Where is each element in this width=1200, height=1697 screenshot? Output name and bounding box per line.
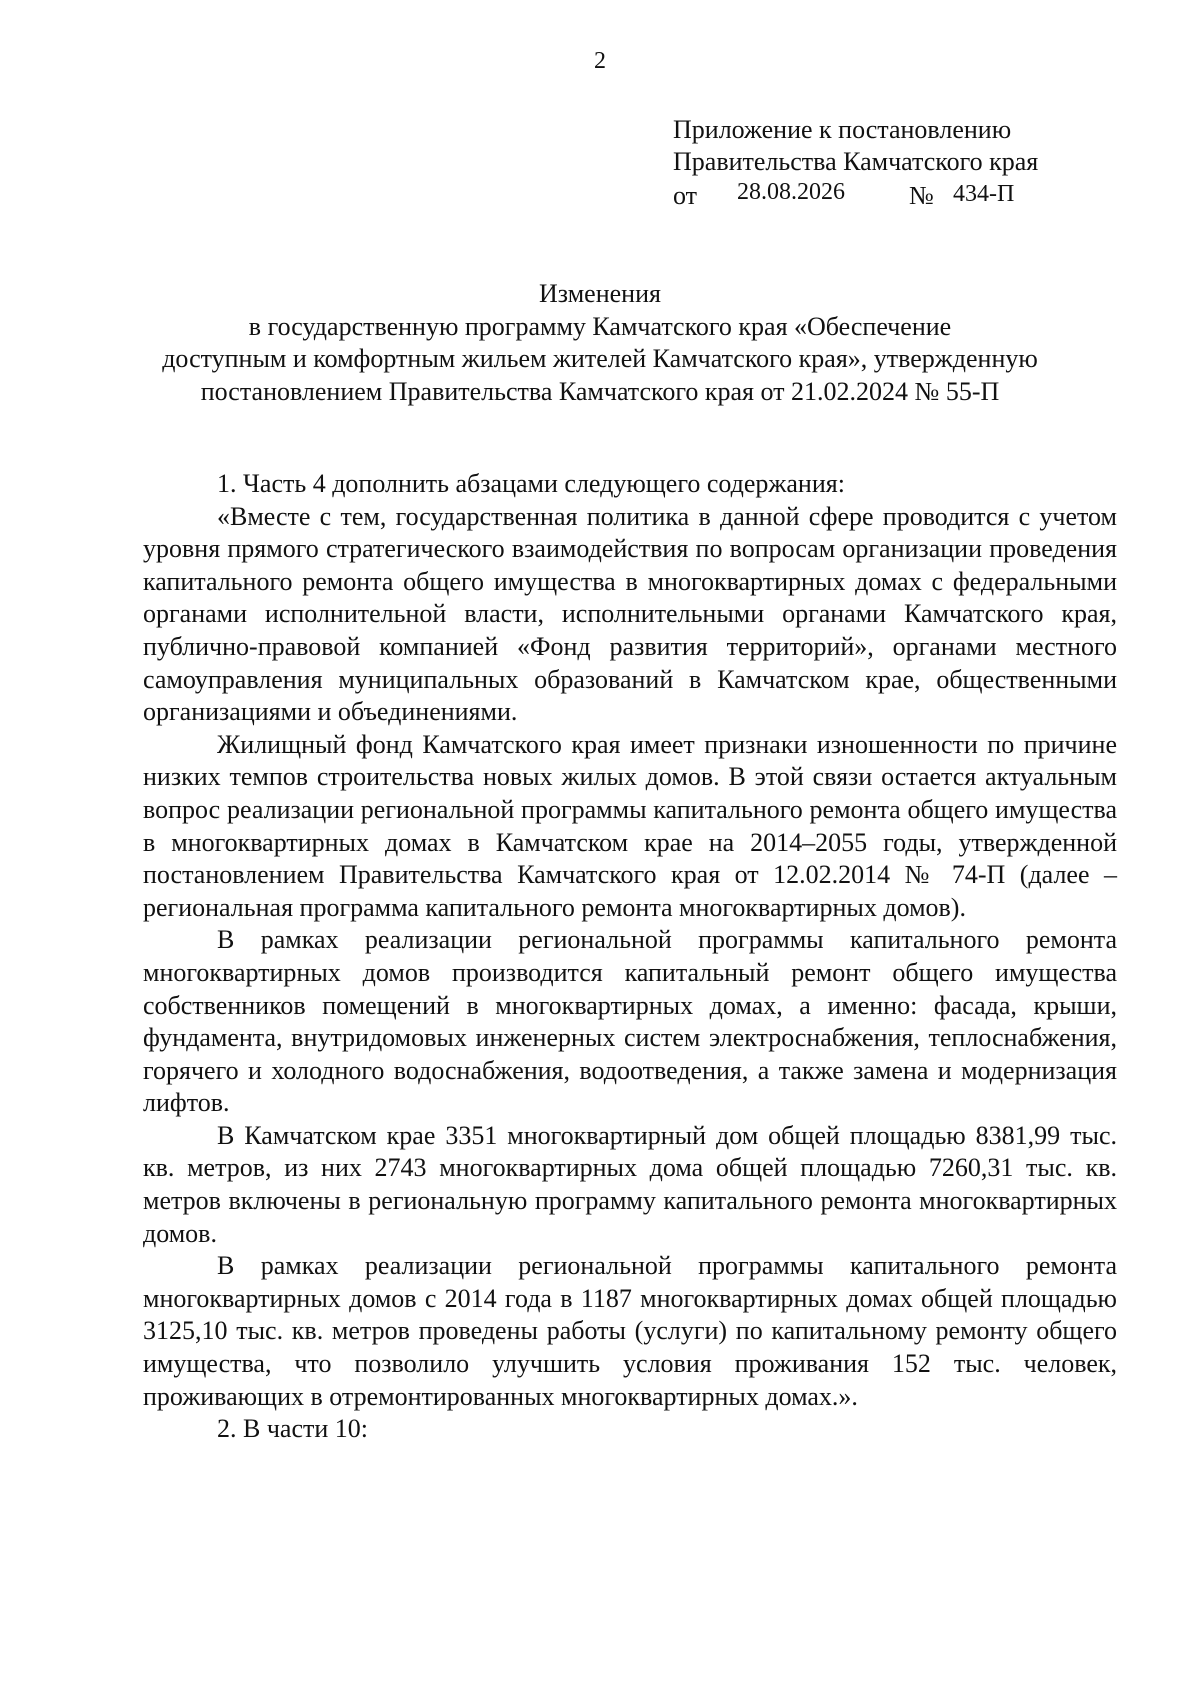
paragraph-5: В Камчатском крае 3351 многоквартирный дом общей площадью 8381,99 тыс. кв. метров, из них 2743 многоквартирных дома общей площадью 7260,31 тыс. кв. метров включены в региональную программу капитального ремонта многоквартирных домов.	[143, 1120, 1117, 1248]
title-heading: Изменения	[539, 279, 661, 308]
title-line-1: в государственную программу Камчатского края «Обеспечение	[248, 311, 952, 341]
title-line-2: доступным и комфортным жильем жителей Камчатского края», утвержденную	[162, 344, 1038, 373]
document-body	[143, 468, 1117, 1446]
appendix-header	[673, 114, 1133, 210]
appendix-number-sign: №	[909, 181, 934, 210]
document-title	[130, 278, 1070, 408]
appendix-date: 28.08.2026	[737, 179, 845, 205]
appendix-line-1: Приложение к постановлению	[673, 115, 1012, 144]
appendix-ot-label: от	[673, 181, 698, 210]
paragraph-3: Жилищный фонд Камчатского края имеет признаки изношенности по причине низких темпов строительства новых жилых домов. В этой связи остается актуальным вопрос реализации региональной программы капитального ремонта общего имущества в многоквартирных домах в Камчатском крае на 2014–2055 годы, утвержденной постановлением Правительства Камчатского края от 12.02.2014 № 74-П (далее – региональная программа капитального ремонта многоквартирных домов).	[143, 729, 1117, 922]
paragraph-1: 1. Часть 4 дополнить абзацами следующего содержания:	[217, 469, 845, 498]
paragraph-7: 2. В части 10:	[217, 1414, 368, 1444]
appendix-number: 434-П	[953, 181, 1015, 207]
page-number: 2	[594, 48, 606, 74]
appendix-line-2: Правительства Камчатского края	[673, 147, 1039, 176]
paragraph-2: «Вместе с тем, государственная политика в данной сфере проводится с учетом уровня прямого стратегического взаимодействия по вопросам организации проведения капитального ремонта общего имущества в многоквартирных домах с федеральными органами исполнительной власти, исполнительными органами Камчатского края, публично-правовой компанией «Фонд развития территорий», органами местного самоуправления муниципальных образований в Камчатском крае, общественными организациями и объединениями.	[143, 501, 1117, 727]
paragraph-4: В рамках реализации региональной программы капитального ремонта многоквартирных домов производится капитальный ремонт общего имущества собственников помещений в многоквартирных домах, а именно: фасада, крыши, фундамента, внутридомовых инженерных систем электроснабжения, теплоснабжения, горячего и холодного водоснабжения, водоотведения, а также замена и модернизация лифтов.	[143, 925, 1117, 1118]
title-line-3: постановлением Правительства Камчатского края от 21.02.2024 № 55-П	[200, 376, 1000, 406]
paragraph-6: В рамках реализации региональной программы капитального ремонта многоквартирных домов с 2014 года в 1187 многоквартирных домах общей площадью 3125,10 тыс. кв. метров проведены работы (услуги) по капитальному ремонту общего имущества, что позволило улучшить условия проживания 152 тыс. человек, проживающих в отремонтированных многоквартирных домах.».	[143, 1251, 1117, 1411]
appendix-date-line	[673, 178, 1133, 210]
